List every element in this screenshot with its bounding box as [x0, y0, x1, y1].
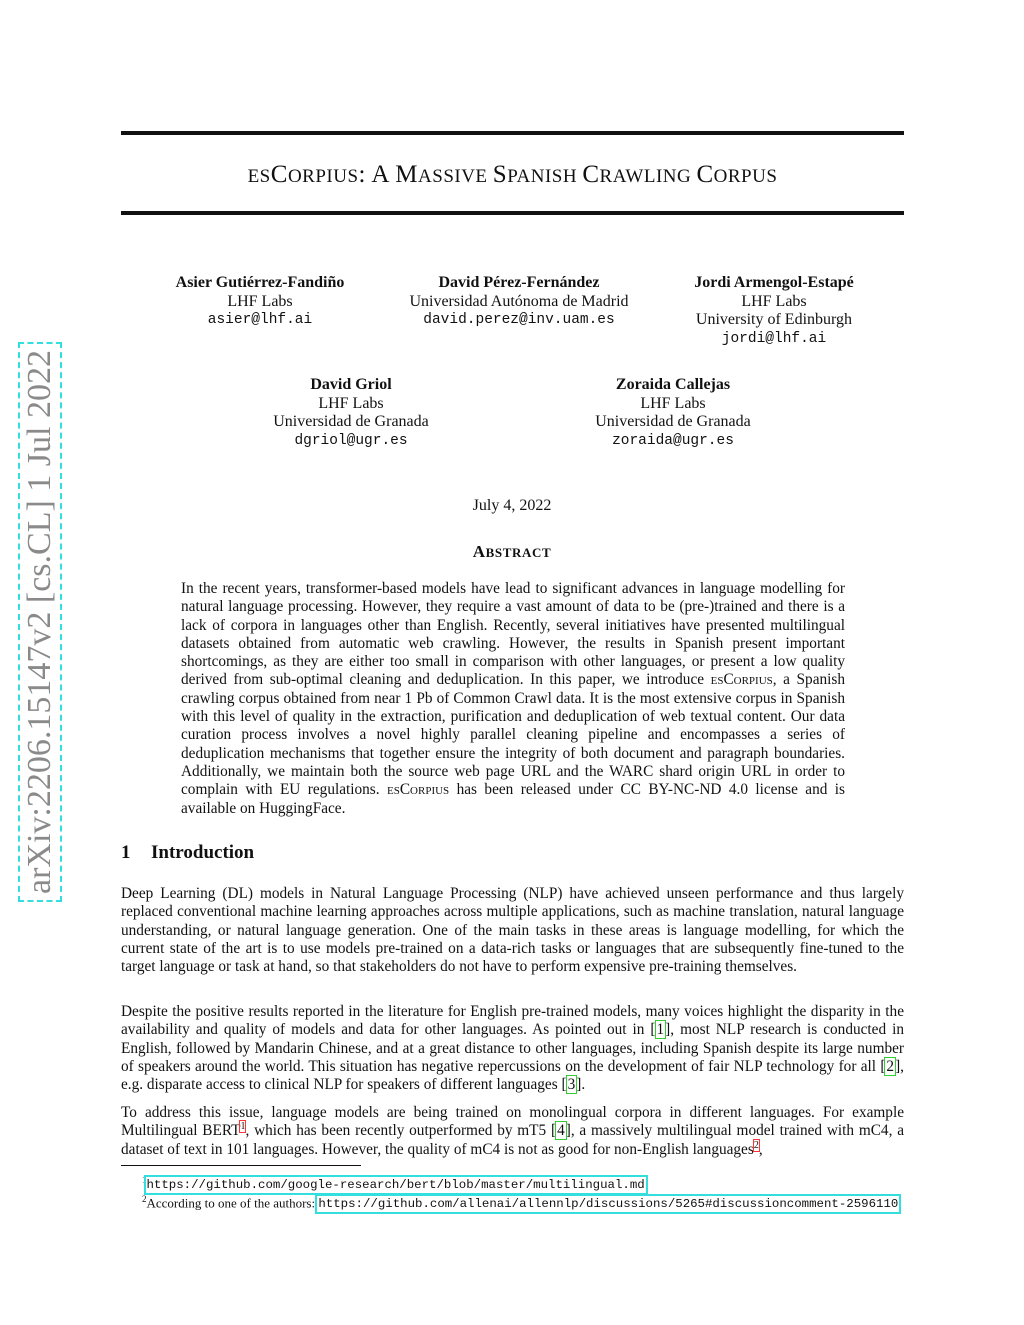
footnote	[142, 1191, 898, 1212]
arxiv-stamp[interactable]	[18, 342, 62, 902]
citation-link[interactable]: 4	[557, 1122, 565, 1140]
paragraph: Deep Learning (DL) models in Natural Language Processing (NLP) have achieved unseen performance and thus largely replaced conventional machine learning approaches across multiple applications, such as machine translation, natural language understanding, or natural language generation. One of the main tasks in these areas is language modelling, for which the current state of the art is to use models pre-trained on a data-rich tasks or languages that are subsequently fine-tuned to the target language or task at hand, so that stakeholders do not have to perform expensive pre-training themselves.	[121, 885, 904, 976]
author-affiliation: LHF Labs	[227, 292, 293, 310]
author-block	[388, 274, 650, 330]
author-email[interactable]: zoraida@ugr.es	[612, 432, 734, 449]
section-number: 1	[121, 842, 131, 863]
footnote-mark: 1	[142, 1175, 147, 1185]
author-email[interactable]: asier@lhf.ai	[207, 312, 313, 328]
author-email[interactable]: david.perez@inv.uam.es	[423, 312, 615, 328]
section-heading	[121, 842, 254, 864]
author-name: Jordi Armengol-Estapé	[694, 274, 854, 291]
author-block	[150, 274, 370, 330]
author-affiliation: Universidad de Granada	[273, 413, 429, 430]
footnote-mark: 2	[142, 1194, 147, 1204]
paragraph: To address this issue, language models are being trained on monolingual corpora in different languages. For example Multilingual BERT$^1$, which has been recently outperformed by mT5 [4], a massively multilingual model trained with mC4, a dataset of text in 101 languages. However, the quality of mC4 is not as good for non-English languages$^2$,	[121, 1104, 904, 1158]
author-name: Zoraida Callejas	[615, 376, 731, 393]
abstract-heading: ABSTRACT	[472, 542, 552, 561]
title-top-rule	[121, 131, 904, 135]
corpus-name: esCorpius	[387, 781, 450, 799]
author-affiliation: Universidad de Granada	[595, 413, 751, 430]
author-email[interactable]: dgriol@ugr.es	[294, 432, 408, 449]
author-email[interactable]: jordi@lhf.ai	[721, 330, 827, 347]
author-name: Asier Gutiérrez-Fandiño	[175, 274, 345, 291]
citation-link[interactable]: 2	[886, 1057, 895, 1075]
footnote-ref[interactable]: 1	[240, 1121, 246, 1133]
footnote-url[interactable]: https://github.com/allenai/allennlp/discussions/5265#discussioncomment-2596110	[318, 1197, 899, 1212]
author-affiliation: LHF Labs	[741, 292, 807, 310]
citation-link[interactable]: 3	[567, 1076, 576, 1094]
author-block	[246, 376, 456, 450]
author-affiliation: Universidad Autónoma de Madrid	[409, 292, 629, 310]
footnote-prefix: According to one of the authors:	[146, 1195, 319, 1211]
paragraph: Despite the positive results reported in the literature for English pre-trained models, many voices highlight the disparity in the availability and quality of models and data for other languages. As pointed out in [1], most NLP research is conducted in English, followed by Mandarin Chinese, and at a great distance to other languages, including Spanish despite its large number of speakers around the world. This situation has negative repercussions on the development of fair NLP technology for all [2], e.g. disparate access to clinical NLP for speakers of different languages [3].	[121, 1003, 904, 1094]
citation-link[interactable]: 1	[656, 1021, 665, 1039]
arxiv-stamp-text: arXiv:2206.15147v2 [cs.CL] 1 Jul 2022	[21, 350, 58, 894]
section-title: Introduction	[151, 842, 255, 863]
author-name: David Griol	[310, 376, 392, 393]
author-affiliation: LHF Labs	[318, 394, 384, 412]
title-bottom-rule	[121, 211, 904, 215]
footnote-ref[interactable]: 2	[753, 1139, 759, 1151]
author-block	[668, 274, 880, 348]
corpus-name: esCorpius	[710, 671, 773, 689]
author-affiliation: University of Edinburgh	[695, 311, 853, 328]
footnote-rule	[121, 1165, 361, 1166]
paper-date: July 4, 2022	[472, 497, 552, 514]
abstract-text: In the recent years, transformer-based models have lead to significant advances in language modelling for natural language processing. However, they require a vast amount of data to be (pre-)trained and there is a lack of corpora in languages other than English. Recently, several initiatives have presented multilingual datasets obtained from automatic web crawling. However, the results in Spanish present important shortcomings, as they are either too small in comparison with other languages, or present a low quality derived from sub-optimal cleaning and deduplication. In this paper, we introduce esCorpius, a Spanish crawling corpus obtained from near 1 Pb of Common Crawl data. It is the most extensive corpus in Spanish with this level of quality in the extraction, purification and deduplication of web textual content. Our data curation process involves a novel highly parallel cleaning pipeline and encompasses a series of deduplication mechanisms that together ensure the integrity of both document and paragraph boundaries. Additionally, we maintain both the source web page URL and the WARC shard origin URL in order to complain with EU regulations. esCorpius has been released under CC BY-NC-ND 4.0 license and is available on HuggingFace.	[181, 580, 846, 817]
paper-title: ESCORPIUS: A MASSIVE SPANISH CRAWLING CORPUS	[247, 161, 778, 188]
author-affiliation: LHF Labs	[640, 394, 706, 412]
author-block	[568, 376, 778, 450]
footnote-url[interactable]: https://github.com/google-research/bert/blob/master/multilingual.md	[146, 1178, 645, 1193]
author-name: David Pérez-Fernández	[438, 274, 600, 291]
